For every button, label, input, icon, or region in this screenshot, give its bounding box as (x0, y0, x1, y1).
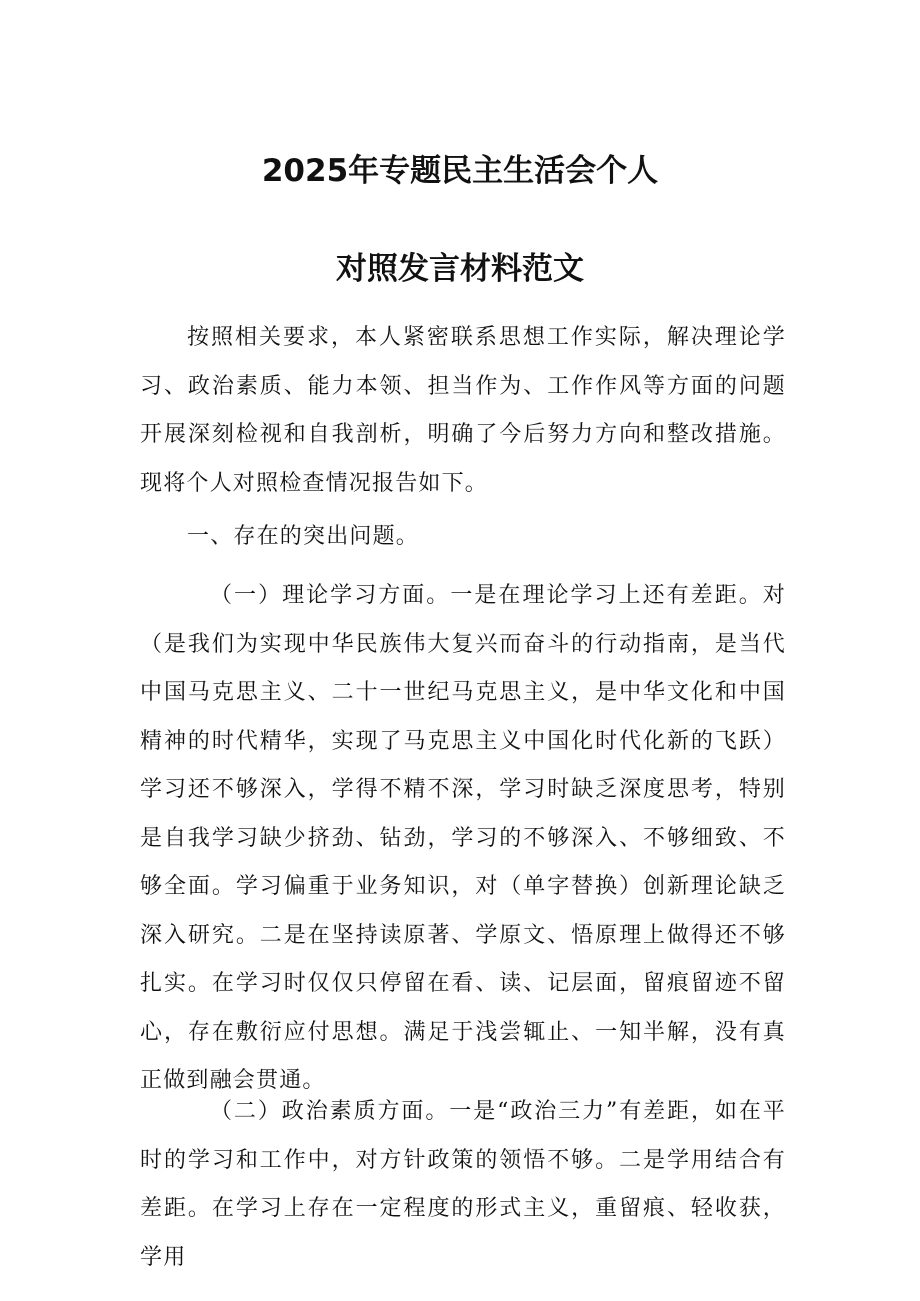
intro-paragraph: 按照相关要求，本人紧密联系思想工作实际，解决理论学习、政治素质、能力本领、担当作为、工作作风等方面的问题开展深刻检视和自我剖析，明确了今后努力方向和整改措施。现将个人对照检查情况报告如下。 (140, 325, 786, 496)
document-title-line2: 对照发言材料范文 (336, 251, 584, 287)
section-heading-1: 一、存在的突出问题。 (187, 524, 420, 549)
document-title-line1: 2025年专题民主生活会个人 (261, 153, 659, 189)
section-2-political-quality: （二）政治素质方面。一是“政治三力”有差距，如在平时的学习和工作中，对方针政策的领悟不够。二是学用结合有差距。在学习上存在一定程度的形式主义，重留痕、轻收获，学用 (140, 1099, 786, 1270)
section-1-theory-study: （一）理论学习方面。一是在理论学习上还有差距。对（是我们为实现中华民族伟大复兴而奋斗的行动指南，是当代中国马克思主义、二十一世纪马克思主义，是中华文化和中国精神的时代精华，实现了马克思主义中国化时代化新的飞跃）学习还不够深入，学得不精不深，学习时缺乏深度思考，特别是自我学习缺少挤劲、钻劲，学习的不够深入、不够细致、不够全面。学习偏重于业务知识，对（单字替换）创新理论缺乏深入研究。二是在坚持读原著、学原文、悟原理上做得还不够扎实。在学习时仅仅只停留在看、读、记层面，留痕留迹不留心，存在敷衍应付思想。满足于浅尝辄止、一知半解，没有真正做到融会贯通。 (140, 583, 786, 1093)
